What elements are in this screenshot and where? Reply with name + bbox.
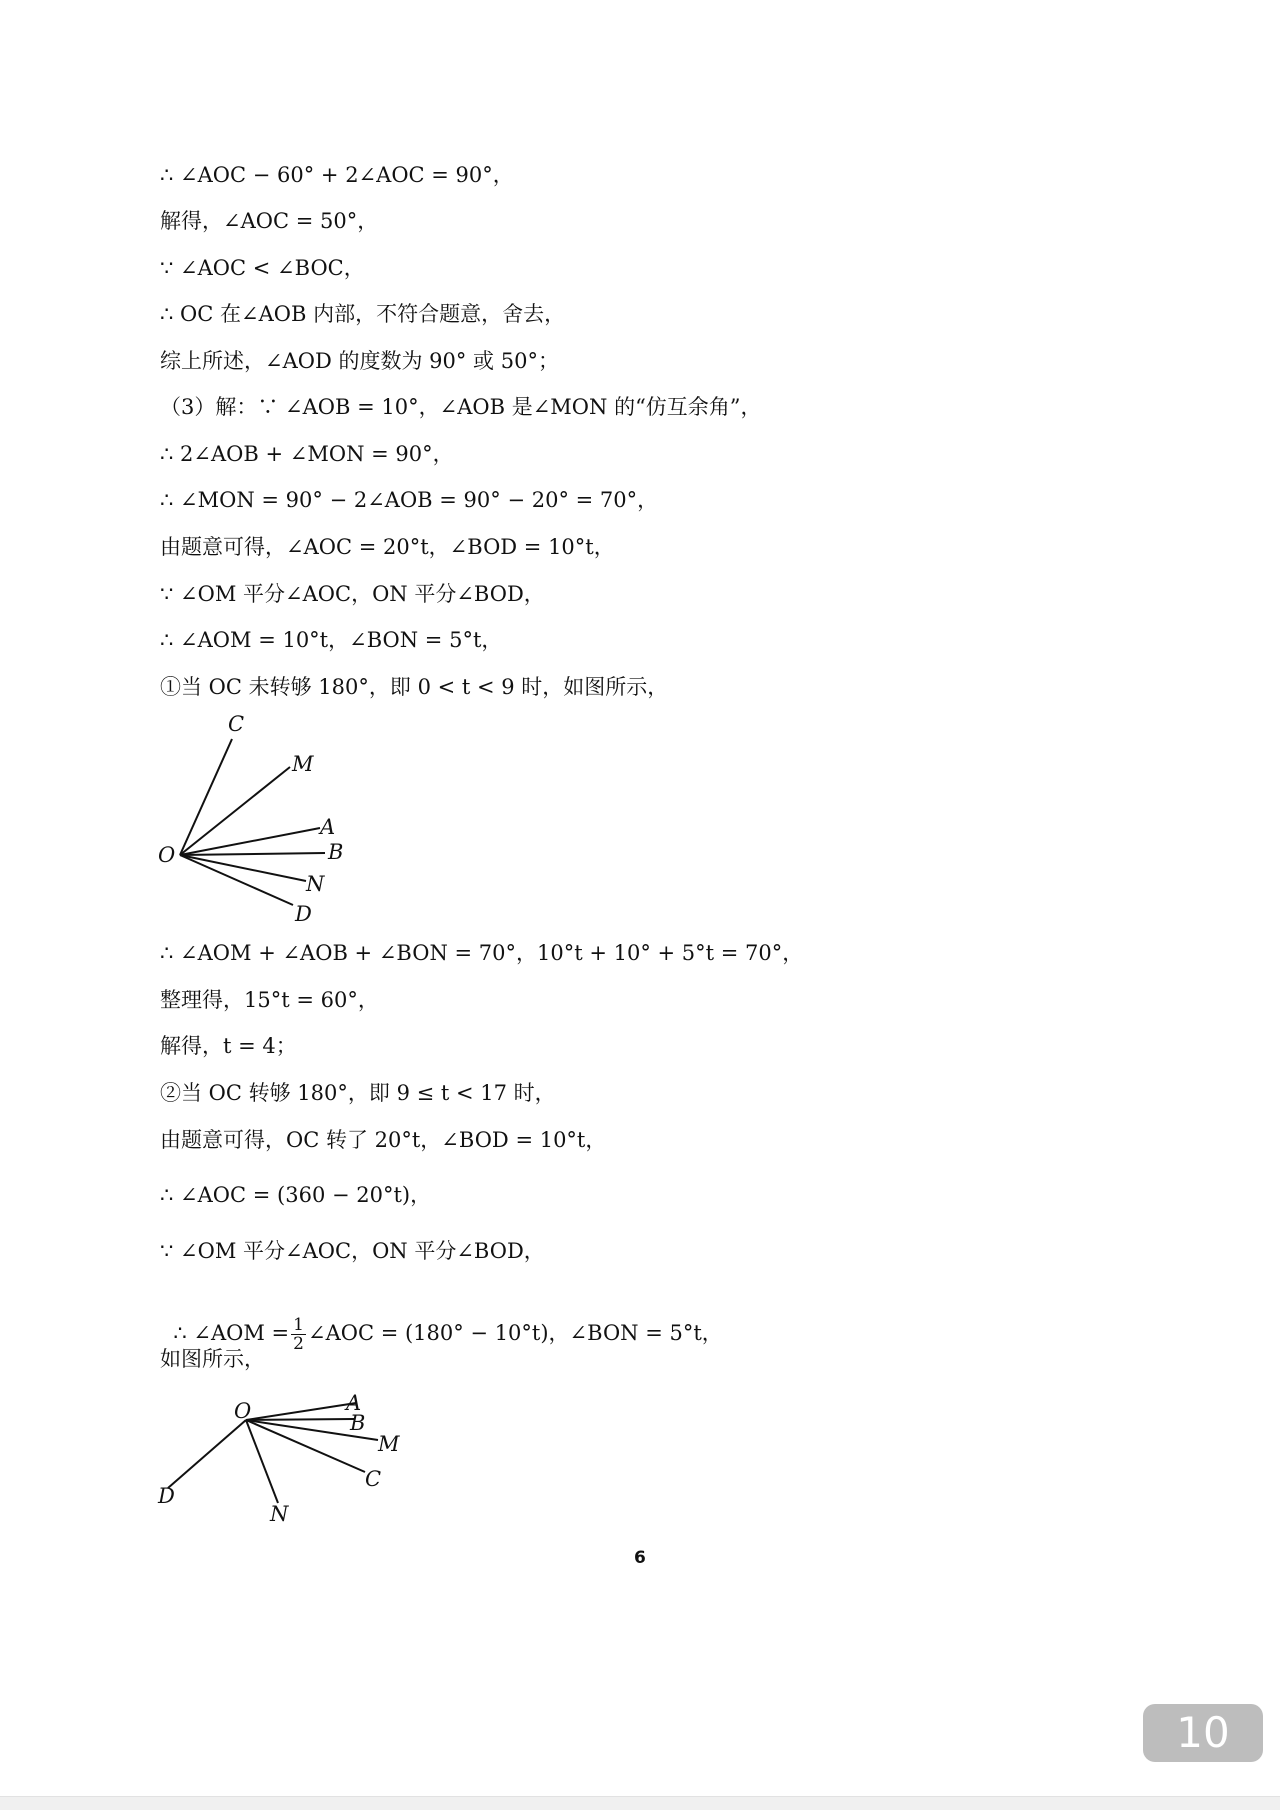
fraction-one-half: [291, 1316, 306, 1353]
page-number: 6: [634, 1548, 646, 1568]
label-b: B: [328, 840, 344, 864]
fraction-line-suffix: ∠AOC = (180° − 10°t)，∠BON = 5°t，: [307, 1321, 723, 1345]
figure-2-angle-diagram: [150, 1385, 430, 1525]
text-line: ∴ ∠AOM = 10°t，∠BON = 5°t，: [160, 628, 503, 652]
fraction-denominator: 2: [293, 1334, 304, 1354]
label-o: O: [234, 1399, 252, 1423]
text-line: 整理得，15°t = 60°，: [160, 988, 379, 1012]
ray-on: [180, 855, 306, 881]
label-c: C: [228, 712, 245, 736]
ray-oa: [180, 828, 320, 855]
text-line: ∴ OC 在∠AOB 内部，不符合题意，舍去，: [160, 302, 566, 326]
text-line: ∴ 2∠AOB + ∠MON = 90°，: [160, 442, 454, 466]
text-line: ∵ ∠OM 平分∠AOC，ON 平分∠BOD，: [160, 1239, 545, 1263]
label-a: A: [320, 815, 336, 839]
label-c: C: [365, 1467, 382, 1491]
text-line: ∵ ∠OM 平分∠AOC，ON 平分∠BOD，: [160, 582, 545, 606]
label-a: A: [346, 1391, 362, 1415]
label-m: M: [378, 1432, 400, 1456]
text-line: 如图所示，: [160, 1347, 265, 1371]
text-line: ②当 OC 转够 180°，即 9 ≤ t < 17 时，: [160, 1081, 556, 1105]
text-line: 解得，∠AOC = 50°，: [160, 209, 379, 233]
label-d: D: [295, 902, 312, 926]
ray-ob: [180, 853, 325, 855]
fraction-line-prefix: ∴ ∠AOM =: [173, 1321, 290, 1345]
ray-od: [168, 1420, 246, 1488]
label-o: O: [158, 843, 176, 867]
fraction-line: [160, 1290, 723, 1353]
text-line: （3）解：∵ ∠AOB = 10°，∠AOB 是∠MON 的“仿互余角”，: [160, 395, 762, 419]
text-line: 由题意可得，∠AOC = 20°t，∠BOD = 10°t，: [160, 535, 615, 559]
label-b: B: [350, 1411, 366, 1435]
label-d: D: [158, 1484, 175, 1508]
figure-1-angle-diagram: [150, 705, 370, 930]
fraction-numerator: 1: [293, 1315, 304, 1335]
ray-oc: [180, 739, 232, 855]
text-line: 由题意可得，OC 转了 20°t，∠BOD = 10°t，: [160, 1128, 607, 1152]
text-line: ∴ ∠AOC − 60° + 2∠AOC = 90°，: [160, 163, 514, 187]
text-line: ①当 OC 未转够 180°，即 0 < t < 9 时，如图所示，: [160, 675, 669, 699]
label-n: N: [270, 1502, 289, 1526]
label-m: M: [292, 752, 314, 776]
viewer-bottom-bar: [0, 1796, 1280, 1810]
text-line: 综上所述，∠AOD 的度数为 90° 或 50°；: [160, 349, 559, 373]
label-n: N: [306, 872, 325, 896]
text-line: 解得，t = 4；: [160, 1034, 297, 1058]
text-line: ∴ ∠MON = 90° − 2∠AOB = 90° − 20° = 70°，: [160, 488, 659, 512]
text-line: ∴ ∠AOC = (360 − 20°t)，: [160, 1183, 432, 1207]
ray-om: [180, 767, 290, 855]
ray-ob: [246, 1419, 354, 1420]
text-line: ∴ ∠AOM + ∠AOB + ∠BON = 70°，10°t + 10° + 5°t = 70°，: [160, 941, 804, 965]
page-indicator-badge[interactable]: 10: [1143, 1704, 1263, 1762]
ray-oa: [246, 1403, 356, 1420]
text-line: ∵ ∠AOC < ∠BOC，: [160, 256, 365, 280]
ray-od: [180, 855, 293, 905]
